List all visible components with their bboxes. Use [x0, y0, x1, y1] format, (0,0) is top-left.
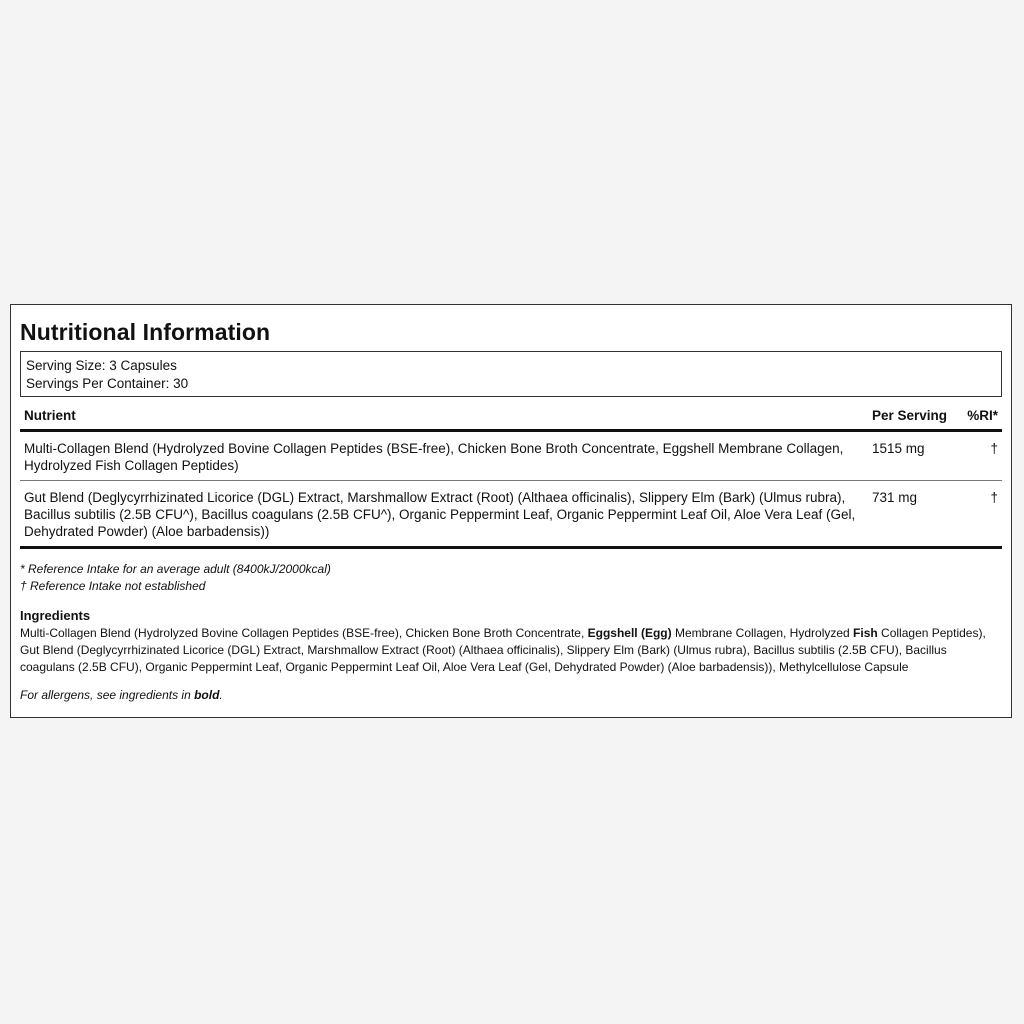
ingredients-part: Collagen Peptides), Gut Blend (Deglycyrrhizinated Licorice (DGL) Extract, Marshmallow Extract (Root) (Althaea officinalis), Slippery Elm (Bark) (Ulmus rubra), Bacillus subtilis (2.5B CFU), Bacillus coagulans (2.5B CFU), Organic Peppermint Leaf, Organic Peppermint Leaf Oil, Aloe Vera Leaf (Gel, Dehydrated Powder) (Aloe barbadensis)), Methylcellulose Capsule — [20, 626, 986, 674]
allergen-note-suffix: . — [219, 688, 223, 702]
ingredients-allergen-egg: Eggshell (Egg) — [587, 626, 672, 640]
footnotes — [20, 561, 1002, 595]
ingredients-allergen-fish: Fish — [853, 626, 878, 640]
nutrient-ri: † — [954, 431, 1002, 481]
table-row — [20, 431, 1002, 481]
nutrition-panel — [10, 304, 1012, 718]
nutrient-name: Gut Blend (Deglycyrrhizinated Licorice (DGL) Extract, Marshmallow Extract (Root) (Althaea officinalis), Slippery Elm (Bark) (Ulmus rubra), Bacillus subtilis (2.5B CFU^), Bacillus coagulans (2.5B CFU^), Organic Peppermint Leaf, Organic Peppermint Leaf Oil, Aloe Vera Leaf (Gel, Dehydrated Powder) (Aloe barbadensis)) — [20, 481, 868, 548]
serving-size: Serving Size: 3 Capsules — [26, 358, 177, 373]
nutrient-per-serving: 731 mg — [868, 481, 954, 548]
header-per-serving: Per Serving — [868, 403, 954, 431]
nutrient-table — [20, 403, 1002, 549]
servings-per-container: Servings Per Container: 30 — [26, 375, 189, 391]
nutrient-ri: † — [954, 481, 1002, 548]
header-ri: %RI* — [954, 403, 1002, 431]
ingredients-part: Membrane Collagen, Hydrolyzed — [671, 626, 854, 640]
header-nutrient: Nutrient — [20, 403, 868, 431]
allergen-note — [20, 687, 1002, 704]
footnote-not-established: † Reference Intake not established — [20, 579, 206, 593]
ingredients-heading: Ingredients — [20, 608, 91, 623]
allergen-note-prefix: For allergens, see ingredients in — [20, 688, 195, 702]
allergen-note-bold-word: bold — [194, 688, 220, 702]
nutrient-name: Multi-Collagen Blend (Hydrolyzed Bovine Collagen Peptides (BSE-free), Chicken Bone Broth Concentrate, Eggshell Membrane Collagen, Hydrolyzed Fish Collagen Peptides) — [20, 431, 868, 481]
footnote-reference-intake: * Reference Intake for an average adult (8400kJ/2000kcal) — [20, 562, 331, 576]
nutrient-per-serving: 1515 mg — [868, 431, 954, 481]
page-title: Nutritional Information — [20, 319, 271, 345]
ingredients-part: Multi-Collagen Blend (Hydrolyzed Bovine Collagen Peptides (BSE-free), Chicken Bone Broth Concentrate, — [20, 626, 588, 640]
ingredients-text — [20, 625, 1002, 676]
table-row — [20, 481, 1002, 548]
table-header-row — [20, 403, 1002, 431]
serving-info-box — [20, 351, 1002, 397]
